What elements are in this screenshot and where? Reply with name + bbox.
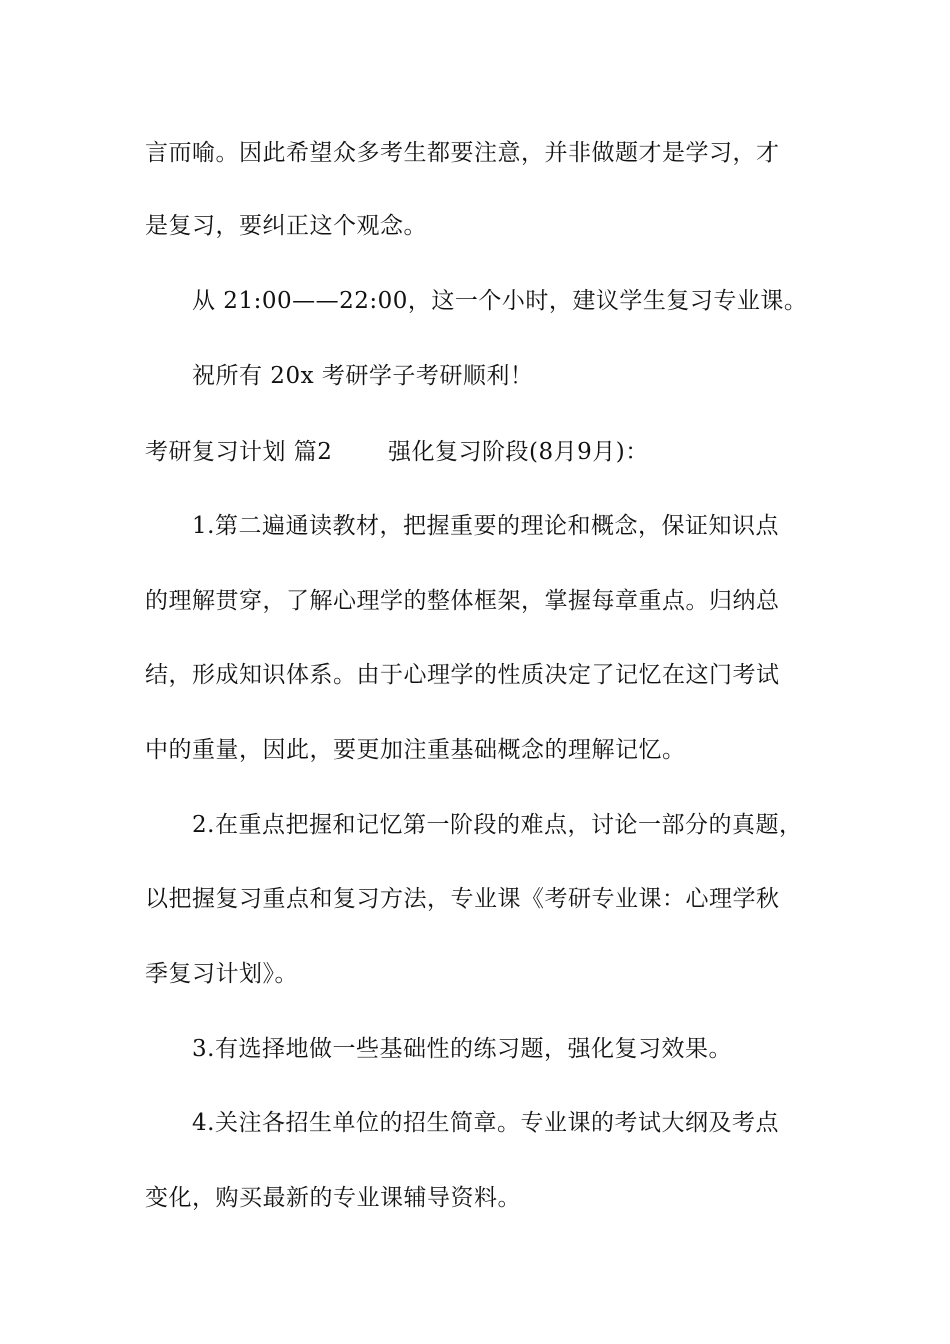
paragraph-line: 是复习，要纠正这个观念。 <box>145 213 427 239</box>
paragraph-line: 从 21:00——22:00，这一个小时，建议学生复习专业课。 <box>192 288 808 314</box>
paragraph-line: 4.关注各招生单位的招生简章。专业课的考试大纲及考点 <box>192 1110 779 1136</box>
section-heading-title: 考研复习计划 篇2 <box>145 439 333 465</box>
paragraph-line: 季复习计划》。 <box>145 961 298 987</box>
section-heading-stage: 强化复习阶段(8月9月)： <box>388 439 649 465</box>
paragraph-line: 变化，购买最新的专业课辅导资料。 <box>145 1185 521 1211</box>
paragraph-line: 2.在重点把握和记忆第一阶段的难点，讨论一部分的真题， <box>192 812 803 838</box>
paragraph-line: 中的重量，因此，要更加注重基础概念的理解记忆。 <box>145 737 686 763</box>
paragraph-line: 结，形成知识体系。由于心理学的性质决定了记忆在这门考试 <box>145 662 780 688</box>
paragraph-line: 的理解贯穿，了解心理学的整体框架，掌握每章重点。归纳总 <box>145 588 780 614</box>
paragraph-line: 1.第二遍通读教材，把握重要的理论和概念，保证知识点 <box>192 513 779 539</box>
paragraph-line: 祝所有 20x 考研学子考研顺利！ <box>192 363 534 389</box>
paragraph-line: 3.有选择地做一些基础性的练习题，强化复习效果。 <box>192 1036 732 1062</box>
paragraph-line: 言而喻。因此希望众多考生都要注意，并非做题才是学习，才 <box>145 140 780 166</box>
paragraph-line: 以把握复习重点和复习方法，专业课《考研专业课：心理学秋 <box>145 886 780 912</box>
